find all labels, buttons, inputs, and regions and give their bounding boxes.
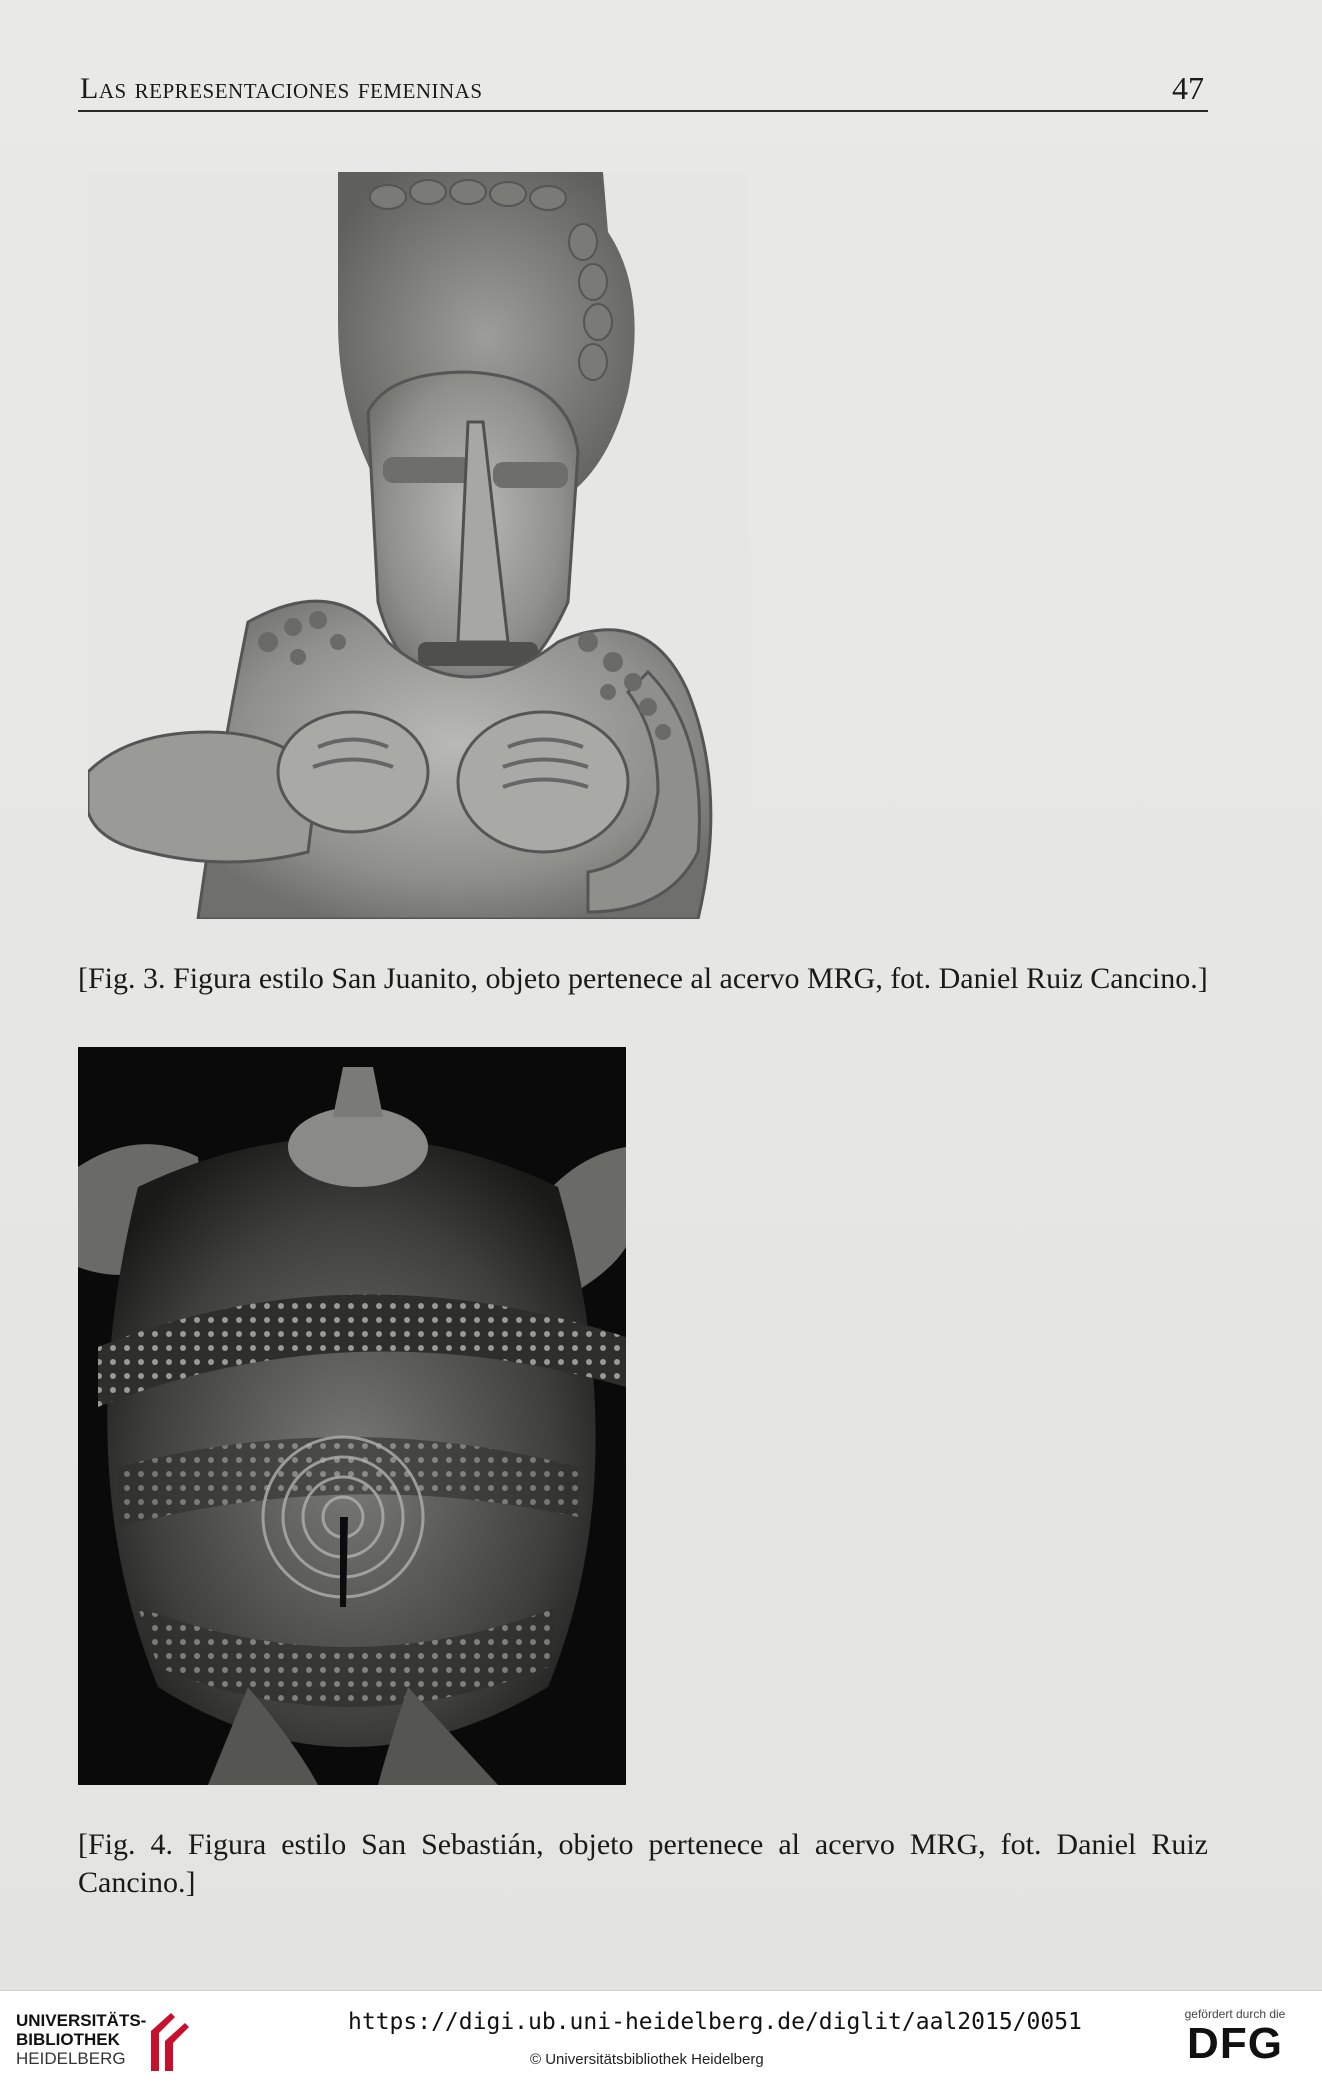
figure-4-photo <box>78 1047 626 1785</box>
university-library-logo[interactable] <box>16 2011 191 2076</box>
dfg-logo-text: DFG <box>1187 2019 1283 2068</box>
figure-4-caption: [Fig. 4. Figura estilo San Sebastián, objeto pertenece al acervo MRG, fot. Daniel Ruiz Cancino.] <box>78 1828 1208 1899</box>
library-name-line3: HEIDELBERG <box>16 2049 126 2068</box>
library-name-line2: BIBLIOTHEK <box>16 2030 120 2049</box>
funding-note: gefördert durch die <box>1184 2007 1286 2021</box>
heidelberg-lion-icon <box>141 2011 191 2073</box>
page-header <box>78 68 1208 112</box>
dfg-funding-logo[interactable] <box>1170 2007 1300 2077</box>
figurine-san-sebastian-image <box>78 1047 626 1785</box>
digital-object-url-link[interactable]: https://digi.ub.uni-heidelberg.de/diglit/aal2015/0051 <box>348 2009 1082 2035</box>
library-footer <box>0 1990 1322 2086</box>
running-head: Las representaciones femeninas <box>80 72 483 105</box>
figure-3-caption: [Fig. 3. Figura estilo San Juanito, objeto pertenece al acervo MRG, fot. Daniel Ruiz Cancino.] <box>78 962 1208 995</box>
library-name-line1: UNIVERSITÄTS- <box>16 2011 147 2030</box>
page-number: 47 <box>1172 70 1204 106</box>
copyright-notice: © Universitätsbibliothek Heidelberg <box>530 2051 764 2068</box>
figure-3-photo <box>88 172 748 919</box>
figurine-san-juanito-image <box>88 172 748 919</box>
